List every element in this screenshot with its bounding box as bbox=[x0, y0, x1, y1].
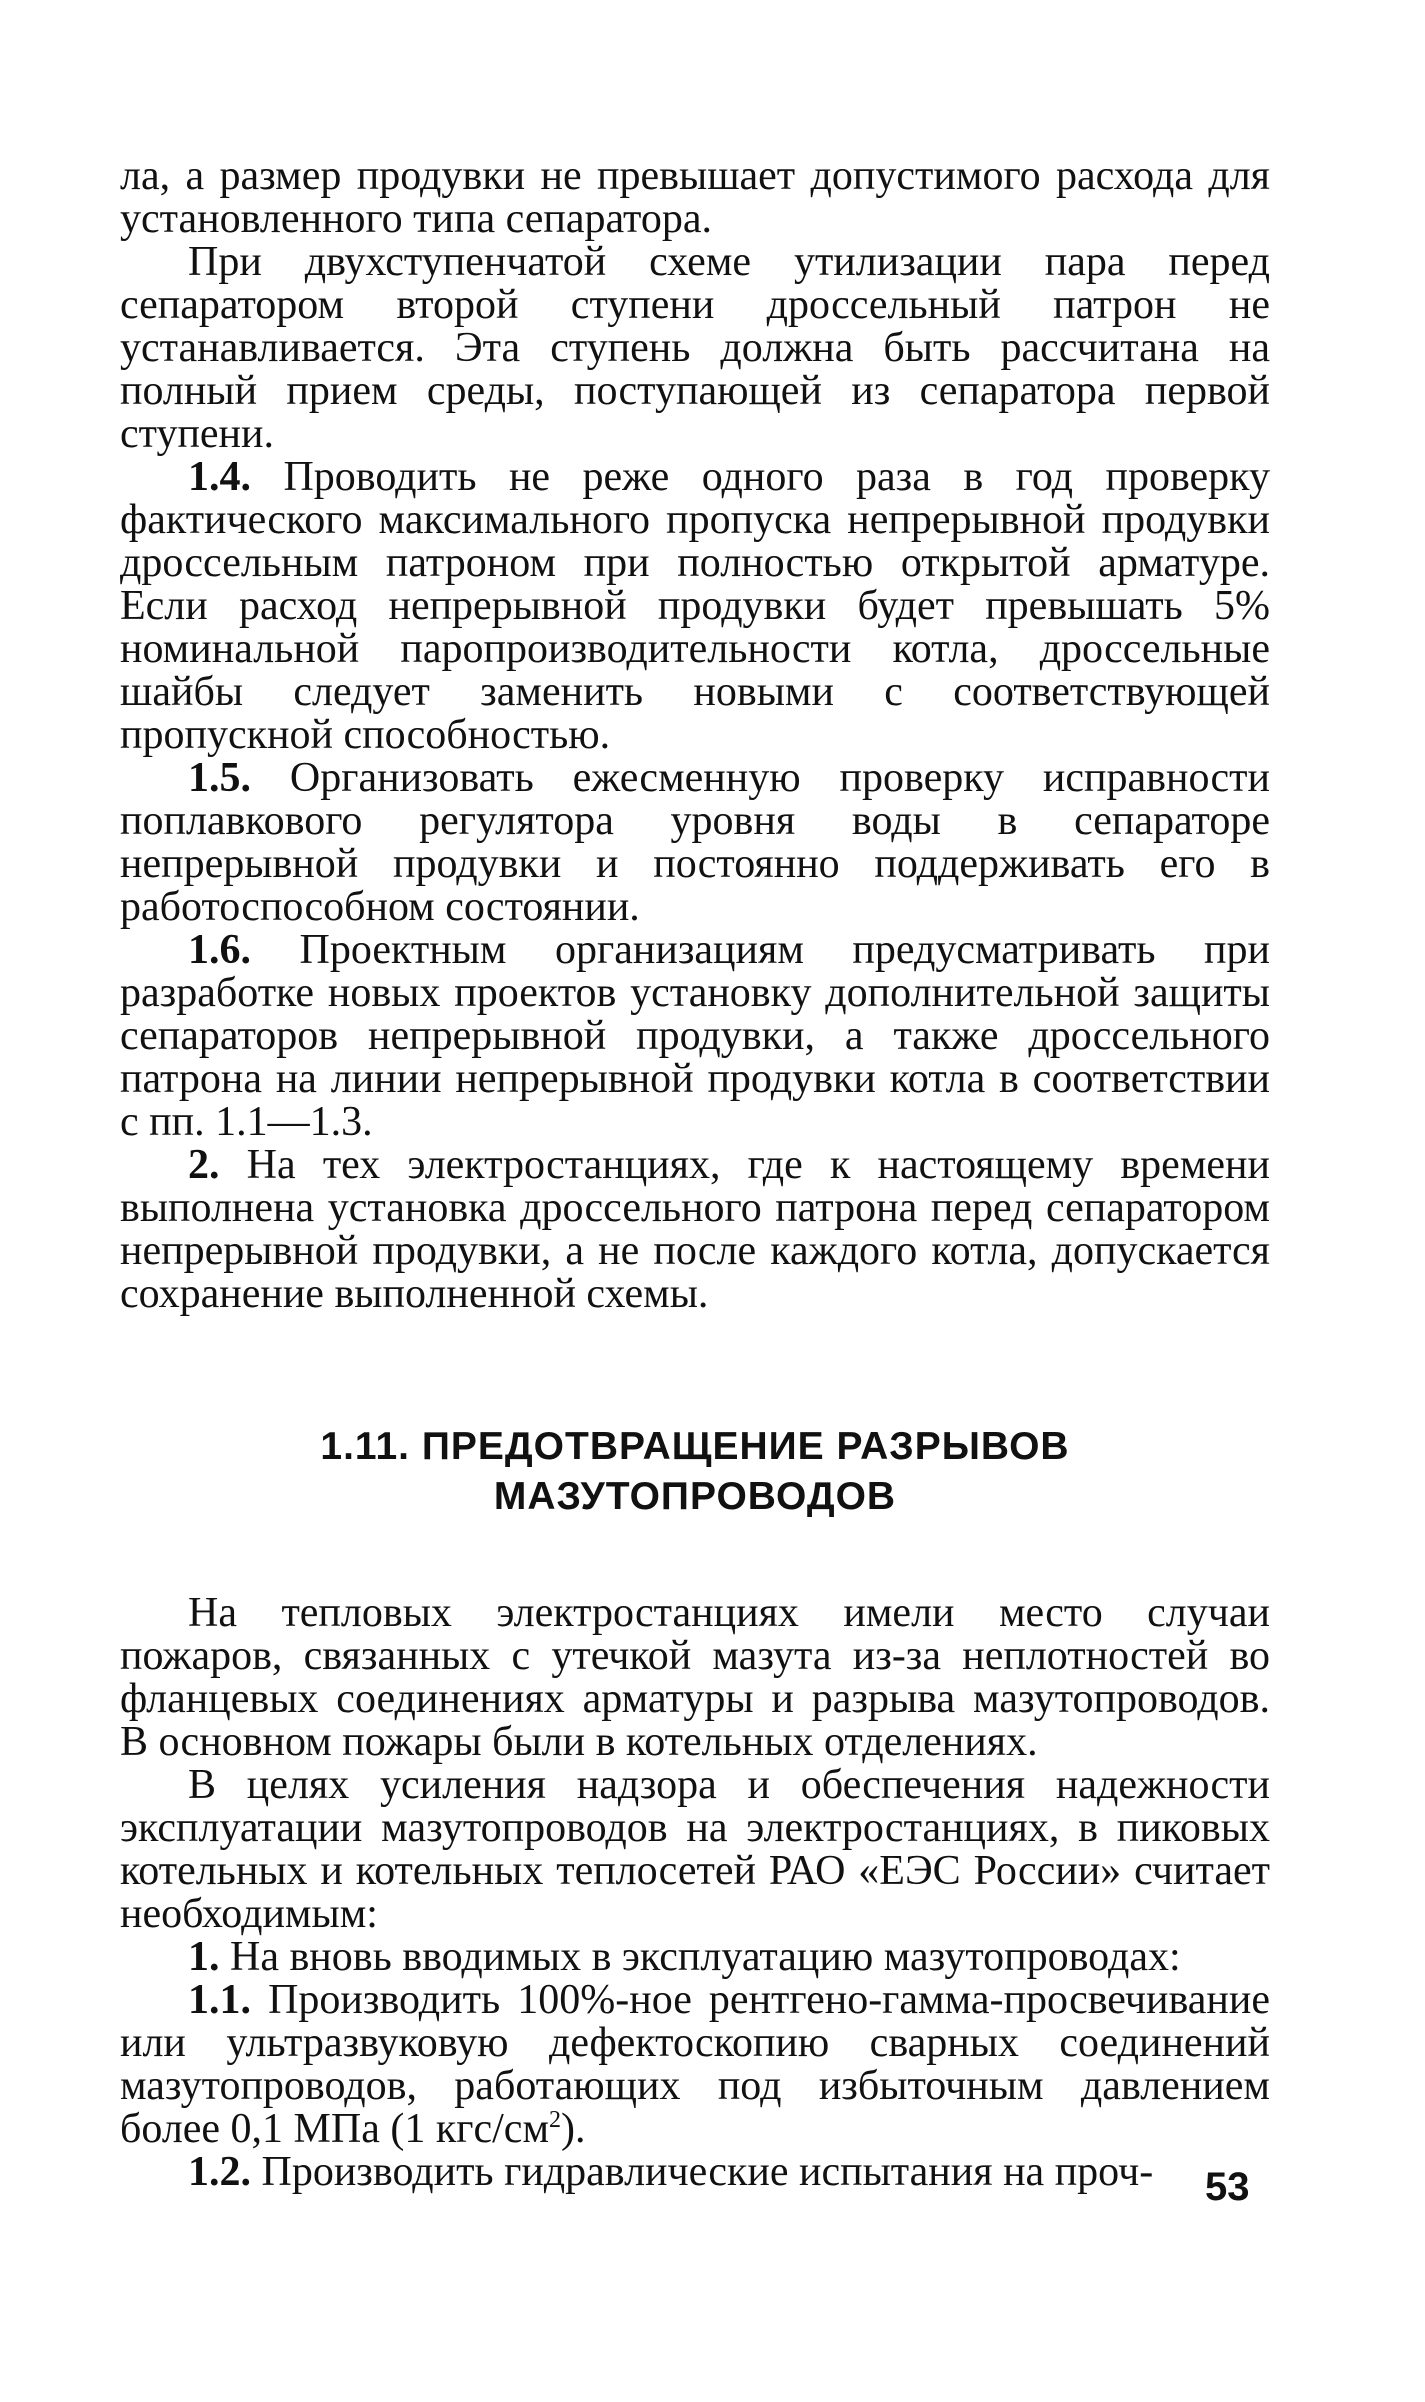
paragraph: 2. На тех электростанциях, где к настоящему времени выполнена установка дроссельного патрона перед сепаратором непрерывной продувки, а не после каждого котла, допускается сохранение выполненной схемы. bbox=[120, 1142, 1270, 1317]
paragraph: 1.6. Проектным организациям предусматривать при разработке новых проектов установку дополнительной защиты сепараторов непрерывной продувки, а также дроссельного патрона на линии непрерывной продувки котла в соответствии с пп. 1.1—1.3. bbox=[120, 927, 1270, 1145]
paragraph: 1.2. Производить гидравлические испытания на проч- bbox=[188, 2149, 1154, 2195]
superscript: 2 bbox=[549, 2107, 562, 2133]
paragraph: При двухступенчатой схеме утилизации пара перед сепаратором второй ступени дроссельный патрон не устанавливается. Эта ступень должна быть рассчитана на полный прием среды, поступающей из сепаратора первой ступени. bbox=[120, 239, 1270, 457]
section-heading-line: 1.11. ПРЕДОТВРАЩЕНИЕ РАЗРЫВОВ bbox=[320, 1425, 1070, 1468]
paragraphs-top bbox=[120, 155, 1270, 1316]
page-body bbox=[120, 155, 1270, 2194]
paragraph: 1. На вновь вводимых в эксплуатацию мазутопроводах: bbox=[188, 1934, 1181, 1980]
paragraph: 1.4. Проводить не реже одного раза в год проверку фактического максимального пропуска непрерывной продувки дроссельным патроном при полностью открытой арматуре. Если расход непрерывной продувки будет превышать 5% номинальной паропроизводительности котла, дроссельные шайбы следует заменить новыми с соответствующей пропускной способностью. bbox=[120, 454, 1270, 758]
page-number: 53 bbox=[1205, 2165, 1250, 2209]
paragraphs-bottom bbox=[120, 1592, 1270, 2194]
paragraph: На тепловых электростанциях имели место случаи пожаров, связанных с утечкой мазута из-за неплотностей во фланцевых соединениях арматуры и разрыва мазутопроводов. В основном пожары были в котельных отделениях. bbox=[120, 1590, 1270, 1765]
paragraph: ла, а размер продувки не превышает допустимого расхода для установленного типа сепаратора. bbox=[120, 153, 1270, 242]
paragraph: В целях усиления надзора и обеспечения надежности эксплуатации мазутопроводов на электростанциях, в пиковых котельных и котельных теплосетей РАО «ЕЭС России» считает необходимым: bbox=[120, 1762, 1270, 1937]
section-heading-line: МАЗУТОПРОВОДОВ bbox=[493, 1475, 897, 1518]
section-heading bbox=[120, 1422, 1270, 1522]
paragraph: 1.5. Организовать ежесменную проверку исправности поплавкового регулятора уровня воды в сепараторе непрерывной продувки и постоянно поддерживать его в работоспособном состоянии. bbox=[120, 755, 1270, 930]
paragraph: 1.1. Производить 100%-ное рентгено-гамма-просвечивание или ультразвуковую дефектоскопию сварных соединений мазутопроводов, работающих под избыточным давлением более 0,1 МПа (1 кгс/$см^2$). bbox=[120, 1977, 1270, 2152]
